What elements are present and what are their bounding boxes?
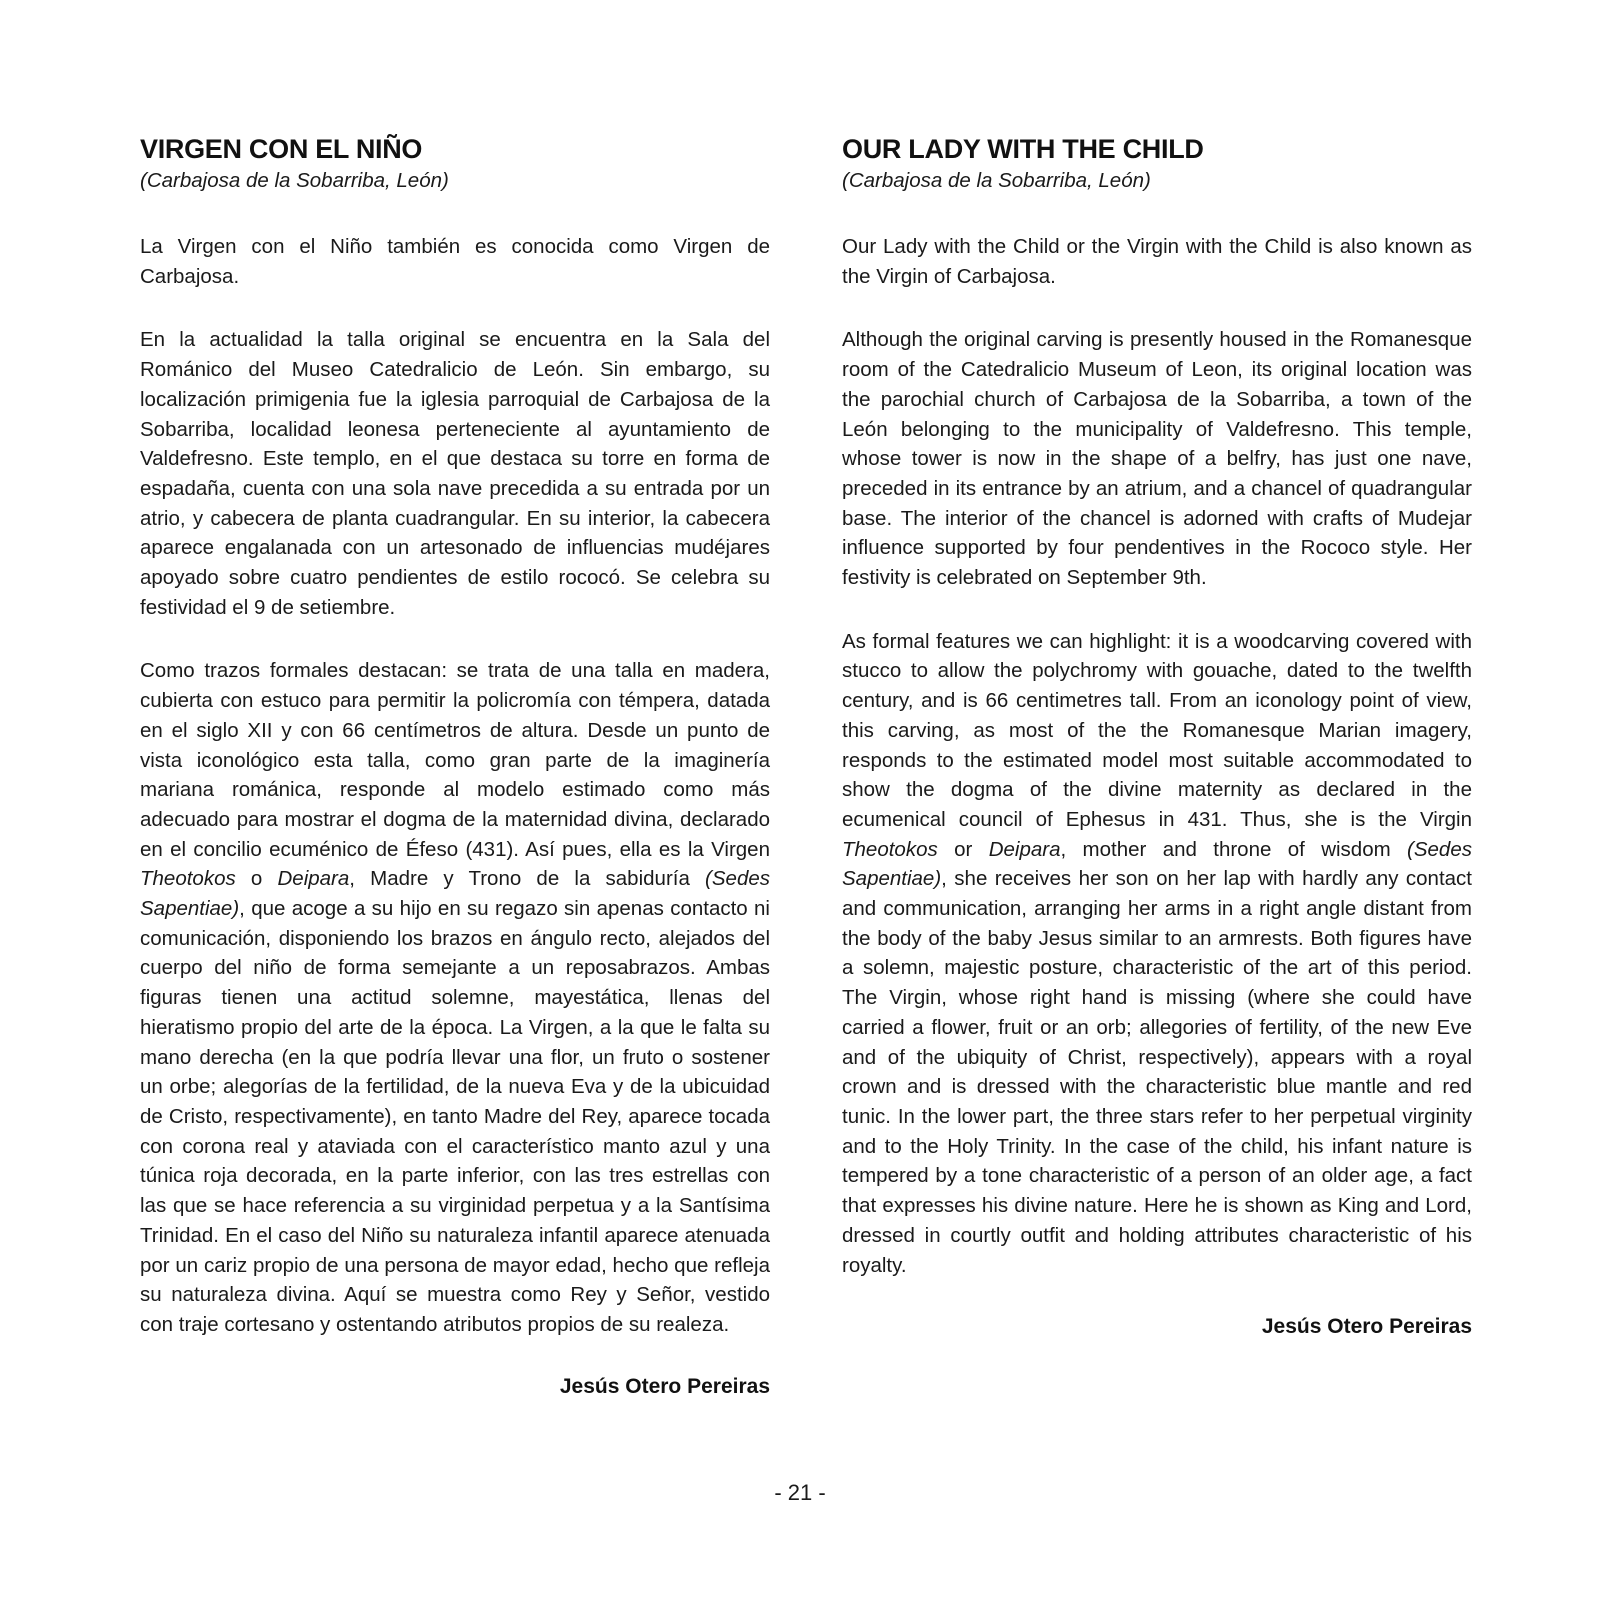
- term-sedes-sapentiae: (Sedes Sapentiae): [140, 867, 771, 921]
- spanish-paragraph-1: La Virgen con el Niño también es conocida como Virgen de Carbajosa.: [140, 235, 770, 288]
- english-paragraph-3: [842, 627, 1472, 1280]
- text-segment: , she receives her son on her lap with hardly any contact and communication, arranging her arms in a right angle distant from the body of the baby Jesus similar to an armrests. Both figures have a solemn, majestic posture, characteristic of the art of this period. The Virgin, whose right hand is missing (where she could have carried a flower, fruit or an orb; allegories of fertility, of the new Eve and of the ubiquity of Christ, respectively), appears with a royal crown and is dressed with the characteristic blue mantle and red tunic. In the lower part, the three stars refer to her perpetual virginity and to the Holy Trinity. In the case of the child, his infant nature is tempered by a tone characteristic of a person of an older age, a fact that expresses his divine nature. Here he is shown as King and Lord, dressed in courtly outfit and holding attributes characteristic of his royalty.: [842, 867, 1472, 1277]
- text-segment: or: [937, 837, 989, 861]
- spanish-author-signature: Jesús Otero Pereiras: [559, 1374, 770, 1398]
- text-segment: As formal features we can highlight: it is a woodcarving covered with stucco to allow the polychromy with gouache, dated to the twelfth century, and is 66 centimetres tall. From an iconology point of view, this carving, as most of the the Romanesque Marian imagery, responds to the estimated model most suitable accommodated to show the dogma of the divine maternity as declared in the ecumenical council of Ephesus in 431. Thus, she is the Virgin: [842, 629, 1472, 831]
- term-sedes-sapentiae: (Sedes Sapentiae): [842, 837, 1472, 891]
- english-subtitle: (Carbajosa de la Sobarriba, León): [842, 169, 1151, 192]
- english-title: OUR LADY WITH THE CHILD: [842, 134, 1204, 164]
- term-deipara: Deipara: [988, 837, 1061, 861]
- page-number: - 21 -: [774, 1480, 826, 1505]
- english-paragraph-1: Our Lady with the Child or the Virgin with the Child is also known as the Virgin of Carbajosa.: [842, 235, 1472, 288]
- text-segment: Como trazos formales destacan: se trata de una talla en madera, cubierta con estuco para permitir la policromía con témpera, datada en el siglo XII y con 66 centímetros de altura. Desde un punto de vista iconológico esta talla, como gran parte de la imaginería mariana románica, responde al modelo estimado como más adecuado para mostrar el dogma de la maternidad divina, declarado en el concilio ecuménico de Éfeso (431). Así pues, ella es la Virgen: [140, 659, 770, 861]
- text-segment: , que acoge a su hijo en su regazo sin apenas contacto ni comunicación, disponiendo los brazos en ángulo recto, alejados del cuerpo del niño de forma semejante a un reposabrazos. Ambas figuras tienen una actitud solemne, mayestática, llenas del hieratismo propio del arte de la época. La Virgen, a la que le falta su mano derecha (en la que podría llevar una flor, un fruto o sostener un orbe; alegorías de la fertilidad, de la nueva Eva y de la ubicuidad de Cristo, respectivamente), en tanto Madre del Rey, aparece tocada con corona real y ataviada con el característico manto azul y una túnica roja decorada, en la parte inferior, con las tres estrellas con las que se hace referencia a su virginidad perpetua y a la Santísima Trinidad. En el caso del Niño su naturaleza infantil aparece atenuada por un cariz propio de una persona de mayor edad, hecho que refleja su naturaleza divina. Aquí se muestra como Rey y Señor, vestido con traje cortesano y ostentando atributos propios de su realeza.: [140, 897, 770, 1336]
- spanish-column: [140, 132, 770, 1402]
- text-segment: o: [235, 867, 278, 891]
- spanish-subtitle: (Carbajosa de la Sobarriba, León): [140, 169, 449, 192]
- spanish-paragraph-3: [140, 656, 770, 1339]
- english-paragraph-2: Although the original carving is presently housed in the Romanesque room of the Catedralicio Museum of Leon, its original location was the parochial church of Carbajosa de la Sobarriba, a town of the León belonging to the municipality of Valdefresno. This temple, whose tower is now in the shape of a belfry, has just one nave, preceded in its entrance by an atrium, and a chancel of quadrangular base. The interior of the chancel is adorned with crafts of Mudejar influence supported by four pendentives in the Rococo style. Her festivity is celebrated on September 9th.: [842, 328, 1472, 590]
- term-deipara: Deipara: [277, 867, 350, 891]
- spanish-body: [140, 232, 770, 1340]
- spanish-paragraph-2: En la actualidad la talla original se encuentra en la Sala del Románico del Museo Catedralicio de León. Sin embargo, su localización primigenia fue la iglesia parroquial de Carbajosa de la Sobarriba, localidad leonesa perteneciente al ayuntamiento de Valdefresno. Este templo, en el que destaca su torre en forma de espadaña, cuenta con una sola nave precedida a su entrada por un atrio, y cabecera de planta cuadrangular. En su interior, la cabecera aparece engalanada con un artesonado de influencias mudéjares apoyado sobre cuatro pendientes de estilo rococó. Se celebra su festividad el 9 de setiembre.: [140, 328, 770, 619]
- text-segment: , mother and throne of wisdom: [1060, 837, 1408, 861]
- term-theotokos: Theotokos: [842, 837, 938, 861]
- english-column: [842, 132, 1472, 1342]
- term-theotokos: Theotokos: [140, 867, 236, 891]
- english-body: [842, 232, 1472, 1280]
- text-segment: , Madre y Trono de la sabiduría: [349, 867, 706, 891]
- spanish-title: VIRGEN CON EL NIÑO: [140, 134, 423, 164]
- english-author-signature: Jesús Otero Pereiras: [1261, 1315, 1472, 1339]
